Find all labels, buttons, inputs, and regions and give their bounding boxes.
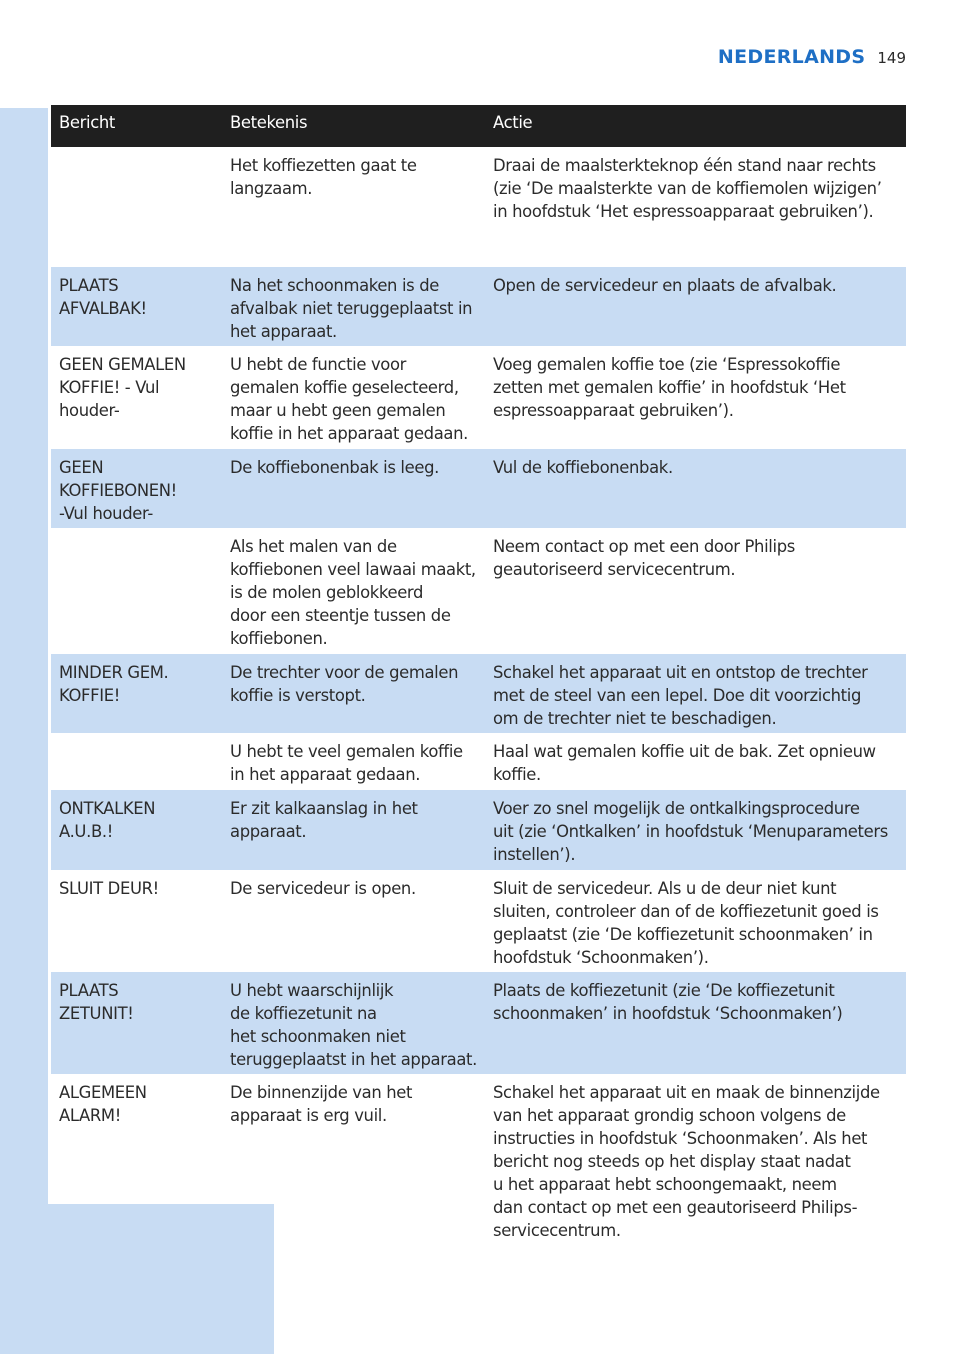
cell-actie: Vul de koffiebonenbak. (493, 458, 673, 477)
page-header (718, 46, 906, 68)
cell-actie: Schakel het apparaat uit en maak de binnenzijde van het apparaat grondig schoon volgens de instructies in hoofdstuk ‘Schoonmaken’. Als het bericht nog steeds op het display staat nadat u het apparaat hebt schoongemaakt, neem dan contact op met een geautoriseerd Philips- servicecentrum. (493, 1083, 880, 1240)
troubleshooting-table (51, 105, 906, 1245)
cell-betekenis: Het koffiezetten gaat te langzaam. (230, 156, 417, 198)
table-row (51, 147, 906, 267)
cell-bericht: SLUIT DEUR! (59, 879, 159, 898)
cell-betekenis: De binnenzijde van het apparaat is erg vuil. (230, 1083, 413, 1125)
cell-actie: Plaats de koffiezetunit (zie ‘De koffiezetunit schoonmaken’ in hoofdstuk ‘Schoonmaken’) (493, 981, 843, 1023)
cell-bericht: PLAATS ZETUNIT! (59, 981, 134, 1023)
cell-actie: Voer zo snel mogelijk de ontkalkingsprocedure uit (zie ‘Ontkalken’ in hoofdstuk ‘Menuparameters instellen’). (493, 799, 888, 864)
table-header-row (51, 105, 906, 147)
table-row (51, 790, 906, 870)
side-color-band (0, 108, 48, 1354)
cell-bericht: PLAATS AFVALBAK! (59, 276, 147, 318)
cell-betekenis: U hebt de functie voor gemalen koffie geselecteerd, maar u hebt geen gemalen koffie in het apparaat gedaan. (230, 355, 469, 443)
cell-betekenis: U hebt te veel gemalen koffie in het apparaat gedaan. (230, 742, 463, 784)
language-label: NEDERLANDS (717, 46, 866, 68)
cell-betekenis: U hebt waarschijnlijk de koffiezetunit na het schoonmaken niet teruggeplaatst in het apparaat. (230, 981, 477, 1069)
cell-actie: Voeg gemalen koffie toe (zie ‘Espressokoffie zetten met gemalen koffie’ in hoofdstuk ‘Het espressoapparaat gebruiken’). (493, 355, 846, 420)
cell-betekenis: Na het schoonmaken is de afvalbak niet teruggeplaatst in het apparaat. (230, 276, 473, 341)
table-row (51, 733, 906, 790)
table-row (51, 449, 906, 528)
table-row (51, 1074, 906, 1245)
column-header-bericht: Bericht (59, 113, 115, 132)
cell-betekenis: De servicedeur is open. (230, 879, 416, 898)
cell-actie: Open de servicedeur en plaats de afvalbak. (493, 276, 837, 295)
cell-betekenis: Als het malen van de koffiebonen veel lawaai maakt, is de molen geblokkeerd door een steentje tussen de koffiebonen. (230, 537, 476, 648)
cell-actie: Neem contact op met een door Philips geautoriseerd servicecentrum. (493, 537, 795, 579)
cell-bericht: MINDER GEM. KOFFIE! (59, 663, 169, 705)
cell-actie: Draai de maalsterkteknop één stand naar rechts (zie ‘De maalsterkte van de koffiemolen wijzigen’ in hoofdstuk ‘Het espressoapparaat gebruiken’). (493, 156, 882, 221)
table-row (51, 267, 906, 346)
cell-actie: Schakel het apparaat uit en ontstop de trechter met de steel van een lepel. Doe dit voorzichtig om de trechter niet te beschadigen. (493, 663, 868, 728)
cell-betekenis: De trechter voor de gemalen koffie is verstopt. (230, 663, 459, 705)
column-header-betekenis: Betekenis (230, 113, 308, 132)
page-number: 149 (877, 49, 906, 67)
table-row (51, 870, 906, 972)
column-header-actie: Actie (493, 113, 533, 132)
cell-bericht: ALGEMEEN ALARM! (59, 1083, 147, 1125)
cell-bericht: GEEN GEMALEN KOFFIE! - Vul houder- (59, 355, 186, 420)
table-row (51, 972, 906, 1074)
cell-bericht: GEEN KOFFIEBONEN! -Vul houder- (59, 458, 177, 523)
cell-bericht (51, 528, 222, 654)
cell-betekenis: Er zit kalkaanslag in het apparaat. (230, 799, 418, 841)
cell-actie: Haal wat gemalen koffie uit de bak. Zet opnieuw koffie. (493, 742, 876, 784)
cell-bericht: ONTKALKEN A.U.B.! (59, 799, 156, 841)
cell-bericht (51, 733, 222, 790)
table-row (51, 346, 906, 449)
table-row (51, 654, 906, 733)
cell-betekenis: De koffiebonenbak is leeg. (230, 458, 440, 477)
table-row (51, 528, 906, 654)
cell-bericht (51, 147, 222, 267)
cell-actie: Sluit de servicedeur. Als u de deur niet kunt sluiten, controleer dan of de koffiezetunit goed is geplaatst (zie ‘De koffiezetunit schoonmaken’ in hoofdstuk ‘Schoonmaken’). (493, 879, 879, 967)
